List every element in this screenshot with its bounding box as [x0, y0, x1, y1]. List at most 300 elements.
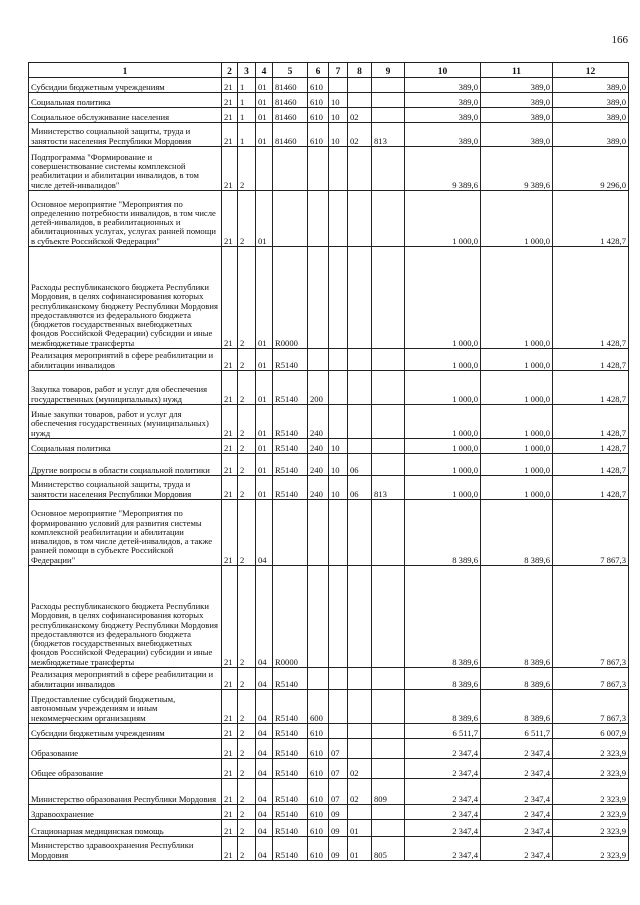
code-cell: 610: [308, 739, 329, 759]
code-cell: 04: [256, 690, 273, 724]
code-cell: 21: [222, 566, 238, 668]
item-name-cell: Образование: [29, 739, 222, 759]
item-name-cell: Общее образование: [29, 759, 222, 779]
code-cell: [372, 147, 405, 191]
column-header-7: 7: [329, 63, 348, 78]
item-name-cell: Министерство образования Республики Мордовия: [29, 779, 222, 805]
code-cell: [308, 500, 329, 566]
code-cell: 02: [348, 123, 372, 147]
code-cell: R5140: [273, 349, 308, 371]
amount-cell: 2 347,4: [405, 837, 481, 861]
column-header-8: 8: [348, 63, 372, 78]
code-cell: [372, 724, 405, 739]
code-cell: 805: [372, 837, 405, 861]
code-cell: 2: [238, 690, 256, 724]
amount-cell: 2 323,9: [553, 779, 629, 805]
item-name-cell: Основное мероприятие "Мероприятия по определению потребности инвалидов, в том числе детей-инвалидов, в реабилитационных и абилитационных услугах, услугах ранней помощи в субъекте Российской Федерации": [29, 191, 222, 247]
amount-cell: 7 867,3: [553, 500, 629, 566]
code-cell: 06: [348, 476, 372, 500]
amount-cell: 1 000,0: [481, 349, 553, 371]
code-cell: 240: [308, 476, 329, 500]
column-header-9: 9: [372, 63, 405, 78]
code-cell: [348, 805, 372, 820]
amount-cell: 389,0: [481, 108, 553, 123]
code-cell: 2: [238, 739, 256, 759]
item-name-cell: Субсидии бюджетным учреждениям: [29, 724, 222, 739]
table-row: [29, 123, 629, 147]
code-cell: 809: [372, 779, 405, 805]
amount-cell: 6 511,7: [405, 724, 481, 739]
code-cell: [329, 247, 348, 349]
amount-cell: 6 511,7: [481, 724, 553, 739]
code-cell: 610: [308, 93, 329, 108]
code-cell: 01: [256, 349, 273, 371]
code-cell: [329, 191, 348, 247]
amount-cell: 2 347,4: [405, 779, 481, 805]
code-cell: R5140: [273, 805, 308, 820]
code-cell: [372, 439, 405, 454]
code-cell: 610: [308, 779, 329, 805]
table-row: [29, 476, 629, 500]
code-cell: 04: [256, 805, 273, 820]
amount-cell: 1 428,7: [553, 439, 629, 454]
code-cell: 21: [222, 805, 238, 820]
amount-cell: 2 347,4: [481, 837, 553, 861]
code-cell: [273, 191, 308, 247]
amount-cell: 2 347,4: [481, 779, 553, 805]
amount-cell: 7 867,3: [553, 690, 629, 724]
amount-cell: 7 867,3: [553, 668, 629, 690]
code-cell: 01: [256, 108, 273, 123]
code-cell: [329, 668, 348, 690]
amount-cell: 1 000,0: [481, 476, 553, 500]
code-cell: [348, 371, 372, 405]
code-cell: 04: [256, 500, 273, 566]
code-cell: 09: [329, 805, 348, 820]
code-cell: 2: [238, 805, 256, 820]
code-cell: 21: [222, 779, 238, 805]
table-row: [29, 78, 629, 93]
code-cell: 01: [256, 191, 273, 247]
table-row: [29, 837, 629, 861]
code-cell: R5140: [273, 724, 308, 739]
table-row: [29, 566, 629, 668]
code-cell: R5140: [273, 476, 308, 500]
item-name-cell: Министерство здравоохранения Республики Мордовия: [29, 837, 222, 861]
table-row: [29, 147, 629, 191]
code-cell: [348, 439, 372, 454]
code-cell: 21: [222, 724, 238, 739]
amount-cell: 1 000,0: [405, 439, 481, 454]
table-body: [29, 78, 629, 861]
code-cell: R5140: [273, 820, 308, 837]
code-cell: 01: [256, 123, 273, 147]
code-cell: 2: [238, 779, 256, 805]
code-cell: 2: [238, 668, 256, 690]
code-cell: [372, 108, 405, 123]
item-name-cell: Иные закупки товаров, работ и услуг для обеспечения государственных (муниципальных) нужд: [29, 405, 222, 439]
code-cell: 81460: [273, 108, 308, 123]
code-cell: 01: [256, 371, 273, 405]
code-cell: 81460: [273, 93, 308, 108]
item-name-cell: Предоставление субсидий бюджетным, автономным учреждениям и иным некоммерческим организациям: [29, 690, 222, 724]
code-cell: 10: [329, 123, 348, 147]
code-cell: R0000: [273, 566, 308, 668]
amount-cell: 389,0: [553, 93, 629, 108]
code-cell: 01: [348, 820, 372, 837]
code-cell: 04: [256, 820, 273, 837]
table-row: [29, 247, 629, 349]
item-name-cell: Закупка товаров, работ и услуг для обеспечения государственных (муниципальных) нужд: [29, 371, 222, 405]
code-cell: [372, 739, 405, 759]
amount-cell: 1 000,0: [481, 247, 553, 349]
code-cell: [329, 724, 348, 739]
code-cell: 21: [222, 820, 238, 837]
code-cell: 01: [256, 247, 273, 349]
column-header-6: 6: [308, 63, 329, 78]
table-row: [29, 349, 629, 371]
code-cell: 21: [222, 837, 238, 861]
code-cell: [372, 668, 405, 690]
code-cell: [372, 805, 405, 820]
code-cell: [348, 349, 372, 371]
code-cell: 240: [308, 439, 329, 454]
code-cell: 2: [238, 147, 256, 191]
code-cell: 09: [329, 820, 348, 837]
code-cell: 1: [238, 123, 256, 147]
code-cell: 2: [238, 724, 256, 739]
item-name-cell: Реализация мероприятий в сфере реабилитации и абилитации инвалидов: [29, 349, 222, 371]
code-cell: 04: [256, 566, 273, 668]
column-header-3: 3: [238, 63, 256, 78]
table-row: [29, 779, 629, 805]
item-name-cell: Социальная политика: [29, 439, 222, 454]
code-cell: 240: [308, 454, 329, 476]
column-header-4: 4: [256, 63, 273, 78]
amount-cell: 8 389,6: [405, 566, 481, 668]
code-cell: 21: [222, 78, 238, 93]
amount-cell: 1 428,7: [553, 476, 629, 500]
code-cell: 2: [238, 566, 256, 668]
code-cell: [372, 820, 405, 837]
code-cell: [348, 739, 372, 759]
code-cell: 01: [256, 439, 273, 454]
code-cell: 2: [238, 191, 256, 247]
code-cell: 21: [222, 349, 238, 371]
code-cell: [372, 93, 405, 108]
code-cell: 2: [238, 371, 256, 405]
amount-cell: 1 428,7: [553, 349, 629, 371]
code-cell: 2: [238, 405, 256, 439]
amount-cell: 1 000,0: [481, 191, 553, 247]
item-name-cell: Другие вопросы в области социальной политики: [29, 454, 222, 476]
header-row: [29, 63, 629, 78]
code-cell: 610: [308, 805, 329, 820]
table-row: [29, 805, 629, 820]
code-cell: 2: [238, 454, 256, 476]
code-cell: 81460: [273, 123, 308, 147]
code-cell: 04: [256, 779, 273, 805]
amount-cell: 8 389,6: [481, 668, 553, 690]
code-cell: 21: [222, 759, 238, 779]
code-cell: [348, 247, 372, 349]
table-row: [29, 108, 629, 123]
code-cell: [329, 500, 348, 566]
amount-cell: 1 000,0: [405, 247, 481, 349]
code-cell: 1: [238, 93, 256, 108]
amount-cell: 1 000,0: [405, 405, 481, 439]
code-cell: 600: [308, 690, 329, 724]
code-cell: [329, 78, 348, 93]
amount-cell: 9 296,0: [553, 147, 629, 191]
code-cell: 10: [329, 93, 348, 108]
code-cell: [348, 93, 372, 108]
code-cell: 04: [256, 739, 273, 759]
table-row: [29, 690, 629, 724]
code-cell: 2: [238, 476, 256, 500]
amount-cell: 1 000,0: [405, 371, 481, 405]
amount-cell: 389,0: [481, 78, 553, 93]
code-cell: 610: [308, 759, 329, 779]
code-cell: [348, 405, 372, 439]
amount-cell: 1 428,7: [553, 405, 629, 439]
column-header-5: 5: [273, 63, 308, 78]
amount-cell: 389,0: [405, 78, 481, 93]
code-cell: 610: [308, 123, 329, 147]
code-cell: [329, 405, 348, 439]
item-name-cell: Здравоохранение: [29, 805, 222, 820]
amount-cell: 9 389,6: [481, 147, 553, 191]
code-cell: R5140: [273, 668, 308, 690]
amount-cell: 389,0: [481, 93, 553, 108]
table-row: [29, 439, 629, 454]
code-cell: 01: [256, 476, 273, 500]
amount-cell: 2 347,4: [481, 820, 553, 837]
code-cell: [372, 454, 405, 476]
amount-cell: 2 323,9: [553, 739, 629, 759]
code-cell: 09: [329, 837, 348, 861]
code-cell: [348, 566, 372, 668]
amount-cell: 2 347,4: [405, 739, 481, 759]
item-name-cell: Министерство социальной защиты, труда и занятости населения Республики Мордовия: [29, 123, 222, 147]
code-cell: 240: [308, 405, 329, 439]
item-name-cell: Стационарная медицинская помощь: [29, 820, 222, 837]
amount-cell: 2 347,4: [405, 759, 481, 779]
code-cell: 21: [222, 247, 238, 349]
code-cell: 610: [308, 820, 329, 837]
code-cell: R5140: [273, 759, 308, 779]
code-cell: R5140: [273, 690, 308, 724]
code-cell: [273, 500, 308, 566]
table-row: [29, 454, 629, 476]
amount-cell: 2 323,9: [553, 820, 629, 837]
code-cell: 2: [238, 349, 256, 371]
table-row: [29, 759, 629, 779]
amount-cell: 1 000,0: [481, 439, 553, 454]
code-cell: 2: [238, 820, 256, 837]
code-cell: [372, 759, 405, 779]
code-cell: 02: [348, 779, 372, 805]
code-cell: 1: [238, 108, 256, 123]
amount-cell: 2 347,4: [405, 820, 481, 837]
code-cell: [329, 690, 348, 724]
code-cell: 813: [372, 123, 405, 147]
code-cell: [329, 566, 348, 668]
code-cell: 04: [256, 759, 273, 779]
code-cell: 10: [329, 476, 348, 500]
amount-cell: 1 428,7: [553, 191, 629, 247]
code-cell: 21: [222, 500, 238, 566]
code-cell: 21: [222, 147, 238, 191]
amount-cell: 8 389,6: [405, 668, 481, 690]
code-cell: 04: [256, 724, 273, 739]
column-header-11: 11: [481, 63, 553, 78]
code-cell: [256, 147, 273, 191]
code-cell: 10: [329, 439, 348, 454]
code-cell: [372, 500, 405, 566]
amount-cell: 2 347,4: [481, 805, 553, 820]
table-row: [29, 500, 629, 566]
item-name-cell: Социальная политика: [29, 93, 222, 108]
amount-cell: 1 000,0: [481, 405, 553, 439]
code-cell: 04: [256, 837, 273, 861]
code-cell: 21: [222, 371, 238, 405]
amount-cell: 389,0: [405, 93, 481, 108]
code-cell: [372, 78, 405, 93]
amount-cell: 1 000,0: [481, 454, 553, 476]
amount-cell: 2 347,4: [481, 739, 553, 759]
amount-cell: 2 323,9: [553, 837, 629, 861]
amount-cell: 2 323,9: [553, 759, 629, 779]
amount-cell: 389,0: [553, 108, 629, 123]
code-cell: 04: [256, 668, 273, 690]
code-cell: [308, 147, 329, 191]
code-cell: 610: [308, 724, 329, 739]
code-cell: 2: [238, 759, 256, 779]
code-cell: R5140: [273, 405, 308, 439]
code-cell: 06: [348, 454, 372, 476]
item-name-cell: Субсидии бюджетным учреждениям: [29, 78, 222, 93]
amount-cell: 6 007,9: [553, 724, 629, 739]
amount-cell: 1 428,7: [553, 247, 629, 349]
code-cell: 07: [329, 739, 348, 759]
code-cell: 21: [222, 454, 238, 476]
amount-cell: 1 428,7: [553, 454, 629, 476]
amount-cell: 1 000,0: [405, 191, 481, 247]
code-cell: [372, 690, 405, 724]
code-cell: 610: [308, 837, 329, 861]
code-cell: 01: [256, 78, 273, 93]
table-row: [29, 820, 629, 837]
column-header-10: 10: [405, 63, 481, 78]
code-cell: R0000: [273, 247, 308, 349]
code-cell: R5140: [273, 454, 308, 476]
table-row: [29, 405, 629, 439]
code-cell: [348, 147, 372, 191]
code-cell: 21: [222, 191, 238, 247]
amount-cell: 8 389,6: [481, 690, 553, 724]
amount-cell: 389,0: [553, 78, 629, 93]
amount-cell: 2 323,9: [553, 805, 629, 820]
item-name-cell: Министерство социальной защиты, труда и занятости населения Республики Мордовия: [29, 476, 222, 500]
code-cell: 1: [238, 78, 256, 93]
column-header-2: 2: [222, 63, 238, 78]
code-cell: 01: [256, 93, 273, 108]
table-row: [29, 371, 629, 405]
code-cell: 07: [329, 779, 348, 805]
code-cell: 01: [256, 454, 273, 476]
code-cell: 2: [238, 500, 256, 566]
code-cell: 10: [329, 108, 348, 123]
table-row: [29, 739, 629, 759]
code-cell: 2: [238, 247, 256, 349]
code-cell: [329, 147, 348, 191]
code-cell: [372, 405, 405, 439]
page-number: 166: [611, 34, 628, 46]
code-cell: [372, 566, 405, 668]
code-cell: 21: [222, 123, 238, 147]
code-cell: [308, 191, 329, 247]
code-cell: 21: [222, 476, 238, 500]
code-cell: R5140: [273, 439, 308, 454]
amount-cell: 8 389,6: [481, 566, 553, 668]
table-row: [29, 191, 629, 247]
code-cell: [348, 500, 372, 566]
code-cell: [329, 371, 348, 405]
column-header-12: 12: [553, 63, 629, 78]
code-cell: [348, 668, 372, 690]
code-cell: 813: [372, 476, 405, 500]
code-cell: [348, 724, 372, 739]
amount-cell: 389,0: [481, 123, 553, 147]
code-cell: 21: [222, 93, 238, 108]
amount-cell: 2 347,4: [481, 759, 553, 779]
code-cell: 200: [308, 371, 329, 405]
code-cell: [308, 566, 329, 668]
item-name-cell: Расходы республиканского бюджета Республики Мордовия, в целях софинансирования которых республиканскому бюджету Республики Мордовия предоставляются из федерального бюджета (бюджетов государственных внебюджетных фондов Российской Федерации) субсидии и иные межбюджетные трансферты: [29, 566, 222, 668]
column-header-1: 1: [29, 63, 222, 78]
budget-table: [28, 62, 629, 861]
table-row: [29, 724, 629, 739]
code-cell: 01: [348, 837, 372, 861]
code-cell: R5140: [273, 371, 308, 405]
code-cell: 2: [238, 439, 256, 454]
amount-cell: 9 389,6: [405, 147, 481, 191]
item-name-cell: Подпрограмма "Формирование и совершенствование системы комплексной реабилитации и абилитации инвалидов, в том числе детей-инвалидов": [29, 147, 222, 191]
code-cell: [308, 247, 329, 349]
code-cell: 21: [222, 439, 238, 454]
table-row: [29, 668, 629, 690]
amount-cell: 8 389,6: [481, 500, 553, 566]
code-cell: [329, 349, 348, 371]
amount-cell: 389,0: [405, 123, 481, 147]
code-cell: 02: [348, 759, 372, 779]
code-cell: 21: [222, 739, 238, 759]
code-cell: 02: [348, 108, 372, 123]
code-cell: R5140: [273, 739, 308, 759]
table-row: [29, 93, 629, 108]
code-cell: [372, 247, 405, 349]
code-cell: 21: [222, 405, 238, 439]
code-cell: 07: [329, 759, 348, 779]
code-cell: 21: [222, 668, 238, 690]
amount-cell: 1 000,0: [405, 454, 481, 476]
amount-cell: 7 867,3: [553, 566, 629, 668]
code-cell: [308, 668, 329, 690]
amount-cell: 8 389,6: [405, 500, 481, 566]
code-cell: [273, 147, 308, 191]
item-name-cell: Социальное обслуживание населения: [29, 108, 222, 123]
